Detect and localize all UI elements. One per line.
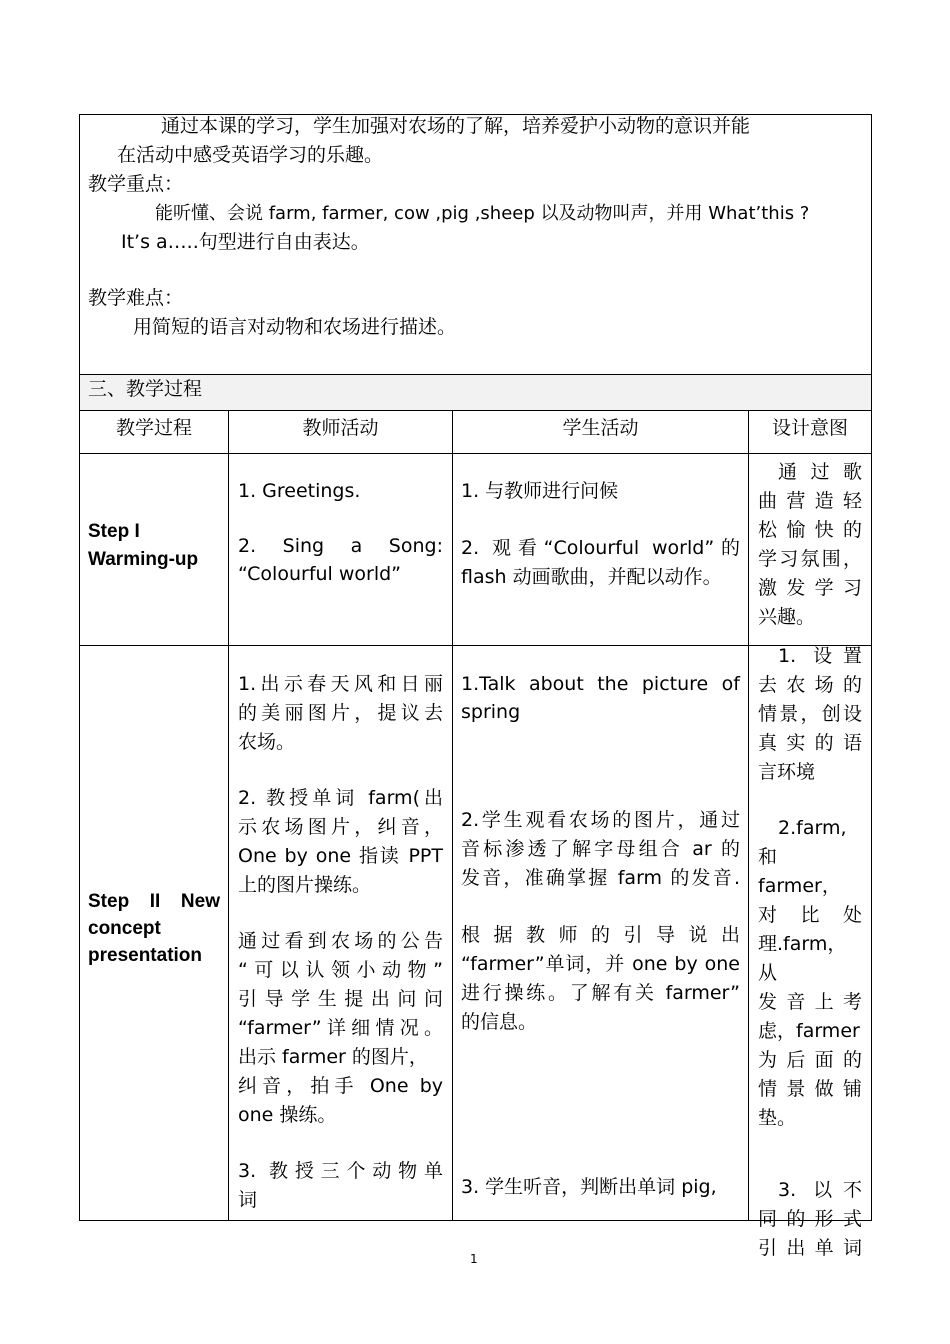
key-points-line-2: It’s a…..句型进行自由表达。 (121, 231, 370, 253)
step1-teacher-line-2: 2. Sing a Song: (238, 535, 443, 557)
purpose-line: 理.farm，从 (758, 933, 847, 984)
teacher-line: 的美丽图片，提议去 (238, 702, 443, 724)
step1-student-line-1: 1. 与教师进行问候 (461, 480, 619, 502)
step2-teacher-activity (238, 670, 443, 1215)
goal-line-2: 在活动中感受英语学习的乐趣。 (117, 144, 384, 166)
step2-purpose (758, 642, 862, 1263)
teacher-line: 3. 教授三个动物单 (238, 1160, 443, 1182)
header-row-divider (79, 453, 872, 454)
student-line: 发音，准确掌握 farm 的发音. (461, 867, 740, 889)
student-line: 的信息。 (461, 1011, 538, 1033)
step1-purpose-line: 学习氛围， (758, 548, 862, 570)
difficult-points-heading: 教学难点： (88, 287, 184, 309)
purpose-line: 2.farm, (778, 817, 847, 839)
student-line: 2.学生观看农场的图片，通过 (461, 809, 740, 831)
goal-line-1: 通过本课的学习，学生加强对农场的了解，培养爱护小动物的意识并能 (161, 115, 751, 137)
teacher-line: 词 (238, 1189, 258, 1211)
teacher-line: 纠音，拍手 One by (238, 1075, 443, 1097)
step1-student-line-3: flash 动画歌曲，并配以动作。 (461, 566, 722, 588)
step1-purpose-line: 通过歌 (778, 461, 862, 483)
step1-purpose-line: 激发学习 (758, 577, 862, 599)
purpose-line: 对 比 处 (758, 904, 862, 926)
step1-purpose-line: 兴趣。 (758, 606, 816, 628)
column-divider-3 (748, 410, 749, 1221)
step2-label (88, 888, 220, 969)
step1-purpose (758, 458, 862, 632)
student-line: “farmer”单词，并 one by one (461, 953, 740, 975)
difficult-points-line-1: 用简短的语言对动物和农场进行描述。 (133, 316, 457, 338)
teacher-line: 农场。 (238, 731, 296, 753)
purpose-line: 3. 以不 (778, 1179, 862, 1201)
teacher-line: 上的图片操练。 (238, 874, 372, 896)
teacher-line: 通过看到农场的公告 (238, 930, 443, 952)
step1-label-line-1: Step I (88, 521, 140, 542)
purpose-line: 情景做铺 (758, 1078, 862, 1100)
purpose-line: 真实的语 (758, 732, 862, 754)
teacher-line: 示农场图片，纠音， (238, 816, 443, 838)
step1-teacher-line-1: 1. Greetings. (238, 480, 361, 502)
student-line: 根据教师的引导说出 (461, 924, 740, 946)
teacher-line: 出示 farmer 的图片， (238, 1046, 428, 1068)
purpose-line: 情景，创设 (758, 703, 862, 725)
teacher-line: “可以认领小动物” (238, 959, 443, 981)
key-points-line-1: 能听懂、会说 farm, farmer, cow ,pig ,sheep 以及动物叫声，并用 What’this ? (155, 203, 810, 224)
purpose-line: 去农场的 (758, 674, 862, 696)
header-teacher-activity: 教师活动 (302, 417, 379, 439)
teacher-line: “farmer”详细情况。 (238, 1017, 443, 1039)
purpose-line: 引出单词 (758, 1237, 862, 1259)
header-student-activity: 学生活动 (562, 417, 639, 439)
student-line: spring (461, 701, 521, 723)
teacher-line: 引导学生提出问问 (238, 988, 443, 1010)
section-title: 三、教学过程 (88, 378, 203, 400)
purpose-line: 发音上考 (758, 991, 862, 1013)
student-line: 3. 学生听音，判断出单词 pig, (461, 1176, 717, 1198)
teacher-line: One by one 指读 PPT (238, 845, 443, 867)
teacher-line: 2. 教授单词 farm(出 (238, 787, 443, 809)
step2-label-line-2: concept (88, 918, 161, 939)
step1-purpose-line: 松愉快的 (758, 519, 862, 541)
student-line: 1.Talk about the picture of (461, 673, 740, 695)
step1-purpose-line: 曲营造轻 (758, 490, 862, 512)
purpose-line: 同的形式 (758, 1208, 862, 1230)
header-process: 教学过程 (115, 417, 192, 439)
teacher-line: one 操练。 (238, 1104, 337, 1126)
step1-label (88, 518, 198, 574)
purpose-line: 言环境 (758, 761, 816, 783)
student-line: 进行操练。了解有关 farmer” (461, 982, 740, 1004)
purpose-line: 1. 设置 (778, 645, 862, 667)
student-line: 音标渗透了解字母组合 ar 的 (461, 838, 740, 860)
header-design-purpose: 设计意图 (771, 417, 848, 439)
teacher-line: 1.出示春天风和日丽 (238, 673, 443, 695)
step2-label-line-1: Step II New (88, 891, 220, 912)
purpose-line: 为后面的 (758, 1049, 862, 1071)
purpose-line: 和 farmer， (758, 846, 841, 897)
step1-student-line-2: 2. 观看“Colourful world”的 (461, 537, 740, 559)
purpose-line: 垫。 (758, 1107, 797, 1129)
step2-label-line-3: presentation (88, 945, 203, 966)
key-points-heading: 教学重点： (88, 173, 184, 195)
purpose-line: 虑，farmer (758, 1020, 860, 1042)
step1-teacher-line-3: “Colourful world” (238, 563, 402, 585)
column-divider-1 (228, 410, 229, 1221)
step1-label-line-2: Warming-up (88, 549, 199, 570)
step-row-divider (79, 645, 872, 646)
column-divider-2 (452, 410, 453, 1221)
page-number: 1 (470, 1252, 478, 1266)
